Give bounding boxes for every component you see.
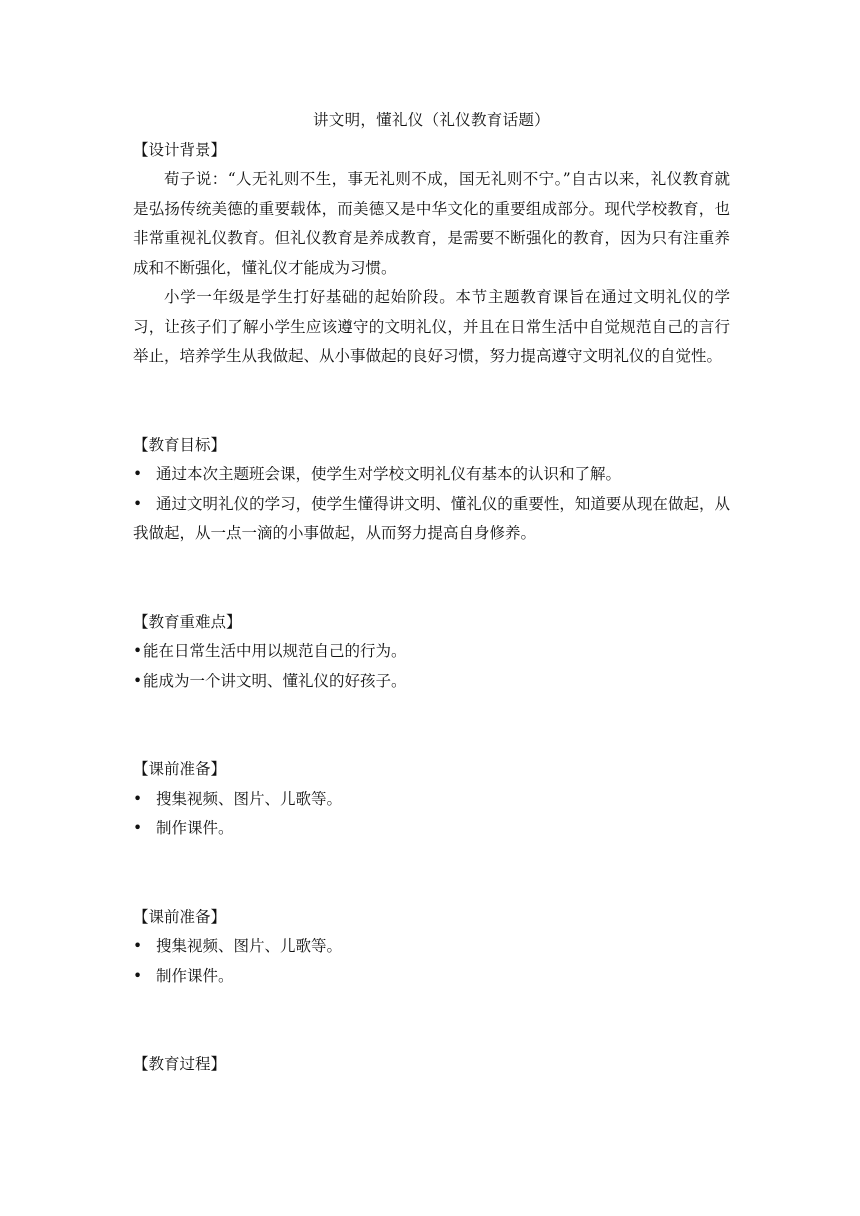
preparation-repeat-item-1 — [133, 932, 730, 962]
section-heading-key-points: 【教育重难点】 — [133, 612, 242, 631]
goal-item-text: 通过文明礼仪的学习，使学生懂得讲文明、懂礼仪的重要性，知道要从现在做起，从我做起，从一点一滴的小事做起，从而努力提高自身修养。 — [133, 494, 730, 542]
goal-item-1 — [133, 460, 730, 490]
blank-line — [133, 873, 730, 903]
preparation-item-text: 搜集视频、图片、儿歌等。 — [156, 789, 343, 808]
preparation-item-1 — [133, 785, 730, 815]
background-paragraph-2: 小学一年级是学生打好基础的起始阶段。本节主题教育课旨在通过文明礼仪的学习，让孩子们了解小学生应该遵守的文明礼仪，并且在日常生活中自觉规范自己的言行举止，培养学生从我做起、从小事做起的良好习惯，努力提高遵守文明礼仪的自觉性。 — [133, 288, 730, 365]
section-heading-process: 【教育过程】 — [133, 1055, 227, 1073]
bullet-icon: • — [133, 642, 143, 660]
blank-line — [133, 1021, 730, 1051]
document-body — [133, 106, 730, 1080]
key-point-item-1 — [133, 637, 730, 667]
blank-line — [133, 696, 730, 726]
blank-line — [133, 372, 730, 402]
bullet-icon: • — [133, 494, 143, 513]
blank-line — [133, 844, 730, 874]
blank-line — [133, 726, 730, 756]
blank-line — [133, 401, 730, 431]
preparation-item-text: 制作课件。 — [156, 966, 234, 985]
blank-line — [133, 991, 730, 1021]
key-point-item-text: 能在日常生活中用以规范自己的行为。 — [143, 642, 407, 660]
document-title: 讲文明，懂礼仪（礼仪教育话题） — [312, 111, 550, 129]
goal-item-text: 通过本次主题班会课，使学生对学校文明礼仪有基本的认识和了解。 — [156, 465, 622, 483]
bullet-icon: • — [133, 789, 143, 808]
blank-line — [133, 549, 730, 579]
preparation-item-text: 制作课件。 — [156, 819, 234, 837]
preparation-item-text: 搜集视频、图片、儿歌等。 — [156, 937, 343, 955]
section-heading-preparation-repeat: 【课前准备】 — [133, 907, 227, 926]
bullet-icon: • — [133, 819, 143, 837]
section-heading-goals: 【教育目标】 — [133, 435, 227, 454]
goal-item-2 — [133, 490, 730, 549]
section-heading-preparation: 【课前准备】 — [133, 760, 227, 778]
section-heading-background: 【设计背景】 — [133, 140, 227, 159]
preparation-repeat-item-2 — [133, 962, 730, 992]
key-point-item-text: 能成为一个讲文明、懂礼仪的好孩子。 — [143, 671, 407, 690]
background-paragraph-1: 荀子说：“人无礼则不生，事无礼则不成，国无礼则不宁。”自古以来，礼仪教育就是弘扬传统美德的重要载体，而美德又是中华文化的重要组成部分。现代学校教育，也非常重视礼仪教育。但礼仪教育是养成教育，是需要不断强化的教育，因为只有注重养成和不断强化，懂礼仪才能成为习惯。 — [133, 170, 730, 277]
bullet-icon: • — [133, 671, 143, 690]
blank-line — [133, 578, 730, 608]
key-point-item-2 — [133, 667, 730, 697]
bullet-icon: • — [133, 937, 143, 955]
preparation-item-2 — [133, 814, 730, 844]
bullet-icon: • — [133, 465, 143, 483]
bullet-icon: • — [133, 966, 143, 985]
